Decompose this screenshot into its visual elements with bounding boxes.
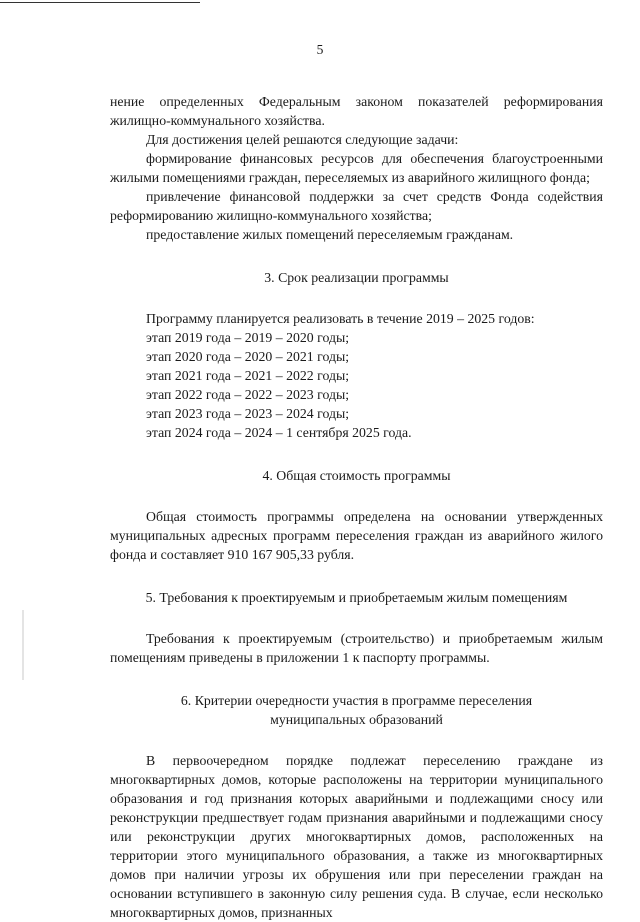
top-rule bbox=[0, 2, 200, 3]
section-3-heading: 3. Срок реализации программы bbox=[264, 270, 449, 285]
section-5-heading: 5. Требования к проектируемым и приобретаемым жилым помещениям bbox=[145, 590, 568, 605]
document-body bbox=[110, 92, 603, 922]
margin-mark bbox=[22, 610, 24, 680]
stage-item: этап 2024 года – 2024 – 1 сентября 2025 года. bbox=[146, 425, 412, 440]
section-4-body: Общая стоимость программы определена на основании утвержденных муниципальных адресных программ переселения граждан из аварийного жилого фонда и составляет 910 167 905,33 рубля. bbox=[110, 509, 603, 562]
section-3-lead: Программу планируется реализовать в течение 2019 – 2025 годов: bbox=[146, 311, 535, 326]
stage-item: этап 2020 года – 2020 – 2021 годы; bbox=[146, 349, 350, 364]
stage-item: этап 2023 года – 2023 – 2024 годы; bbox=[146, 406, 350, 421]
stage-item: этап 2021 года – 2021 – 2022 годы; bbox=[146, 368, 350, 383]
stage-item: этап 2019 года – 2019 – 2020 годы; bbox=[146, 330, 350, 345]
section-5-body: Требования к проектируемым (строительство) и приобретаемым жилым помещениям приведены в приложении 1 к паспорту программы. bbox=[110, 631, 603, 665]
task-item: привлечение финансовой поддержки за счет средств Фонда содействия реформированию жилищно-коммунального хозяйства; bbox=[110, 189, 603, 223]
task-item: предоставление жилых помещений переселяемым гражданам. bbox=[146, 227, 514, 242]
section-4-heading: 4. Общая стоимость программы bbox=[262, 468, 451, 483]
intro-paragraph: нение определенных Федеральным законом показателей реформирования жилищно-коммунального хозяйства. bbox=[110, 94, 603, 128]
stage-item: этап 2022 года – 2022 – 2023 годы; bbox=[146, 387, 350, 402]
section-6-body: В первоочередном порядке подлежат переселению граждане из многоквартирных домов, которые расположены на территории муниципального образования и год признания которых аварийными и подлежащими сносу или реконструкции предшествует годам признания аварийными и подлежащими сносу или реконструкции других многоквартирных домов, расположенных на территории этого муниципального образования, а также из многоквартирных домов при наличии угрозы их обрушения или при переселении граждан на основании вступившего в законную силу решения суда. В случае, если несколько многоквартирных домов, признанных bbox=[110, 753, 603, 920]
tasks-lead: Для достижения целей решаются следующие задачи: bbox=[146, 132, 459, 147]
page-number: 5 bbox=[316, 42, 324, 57]
section-6-heading-line1: 6. Критерии очередности участия в программе переселения bbox=[180, 693, 533, 708]
task-item: формирование финансовых ресурсов для обеспечения благоустроенными жилыми помещениями граждан, переселяемых из аварийного жилищного фонда; bbox=[110, 151, 603, 185]
section-6-heading-line2: муниципальных образований bbox=[270, 712, 443, 727]
